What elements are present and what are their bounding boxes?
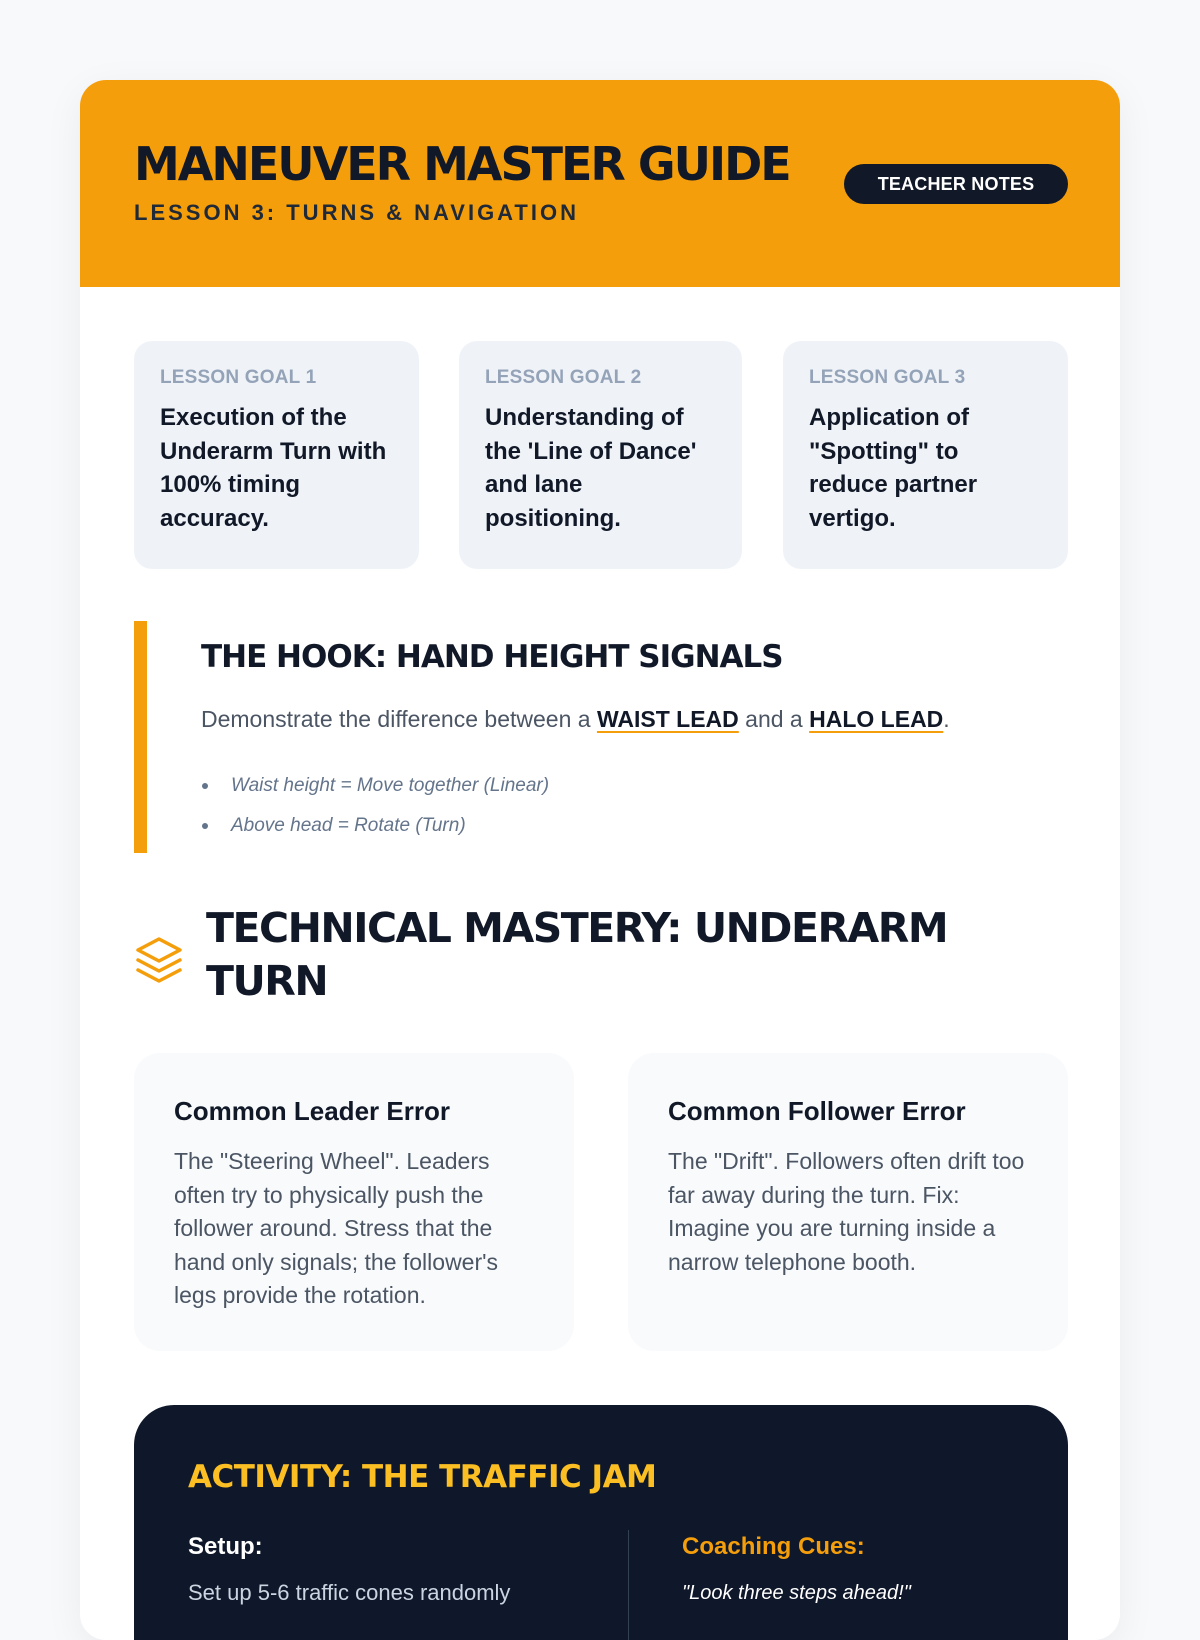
hook-description	[201, 706, 950, 733]
hook-bullets	[201, 766, 549, 846]
lesson-goal-label: LESSON GOAL 1	[160, 367, 317, 388]
activity-card	[134, 1405, 1068, 1640]
hook-section	[134, 621, 1068, 853]
activity-title: ACTIVITY: THE TRAFFIC JAM	[188, 1459, 657, 1495]
bullet-dot	[202, 783, 208, 789]
lesson-guide-page	[80, 80, 1120, 1640]
bullet-dot	[202, 823, 208, 829]
hook-title: THE HOOK: HAND HEIGHT SIGNALS	[201, 639, 783, 675]
lesson-goal-card	[134, 341, 419, 569]
lesson-goal-text: Understanding of the 'Line of Dance' and lane positioning.	[485, 404, 697, 532]
leader-error-text: The "Steering Wheel". Leaders often try to physically push the follower around. Stress that the hand only signals; the follower's legs provide the rotation.	[174, 1148, 499, 1308]
follower-error-text: The "Drift". Followers often drift too far away during the turn. Fix: Imagine you are turning inside a narrow telephone booth.	[668, 1148, 1025, 1275]
activity-divider	[628, 1530, 629, 1640]
hook-bullet-text: Above head = Rotate (Turn)	[231, 815, 466, 836]
follower-error-card	[628, 1053, 1068, 1351]
halo-lead-term: HALO LEAD	[809, 706, 944, 732]
coaching-cues-label: Coaching Cues:	[682, 1533, 865, 1560]
lesson-goal-label: LESSON GOAL 3	[809, 367, 966, 388]
setup-text: Set up 5-6 traffic cones randomly	[188, 1580, 511, 1605]
technical-mastery-title: TECHNICAL MASTERY: UNDERARM TURN	[206, 904, 948, 1005]
list-item	[201, 766, 549, 806]
lesson-goal-label: LESSON GOAL 2	[485, 367, 642, 388]
teacher-notes-badge: TEACHER NOTES	[844, 164, 1068, 204]
leader-error-card	[134, 1053, 574, 1351]
waist-lead-term: WAIST LEAD	[596, 706, 739, 732]
lesson-subtitle: LESSON 3: TURNS & NAVIGATION	[134, 200, 579, 225]
hook-accent-bar	[134, 621, 147, 853]
hook-desc-suffix: .	[943, 706, 950, 732]
layers-icon	[134, 935, 184, 985]
hook-desc-middle: and a	[738, 706, 810, 732]
list-item: "Look three steps ahead!"	[682, 1582, 911, 1604]
lesson-goals	[134, 341, 1068, 569]
hook-desc-prefix: Demonstrate the difference between a	[201, 706, 597, 732]
lesson-goal-card	[783, 341, 1068, 569]
follower-error-title: Common Follower Error	[668, 1096, 966, 1126]
lesson-goal-text: Application of "Spotting" to reduce partner vertigo.	[809, 404, 978, 532]
guide-title: MANEUVER MASTER GUIDE	[134, 137, 790, 191]
lesson-goal-card	[459, 341, 742, 569]
guide-header	[80, 80, 1120, 287]
lesson-goal-text: Execution of the Underarm Turn with 100% timing accuracy.	[160, 404, 387, 532]
setup-label: Setup:	[188, 1533, 263, 1560]
leader-error-title: Common Leader Error	[174, 1096, 450, 1126]
hook-bullet-text: Waist height = Move together (Linear)	[231, 775, 550, 796]
list-item	[201, 806, 549, 846]
coaching-cues-list	[682, 1577, 911, 1609]
